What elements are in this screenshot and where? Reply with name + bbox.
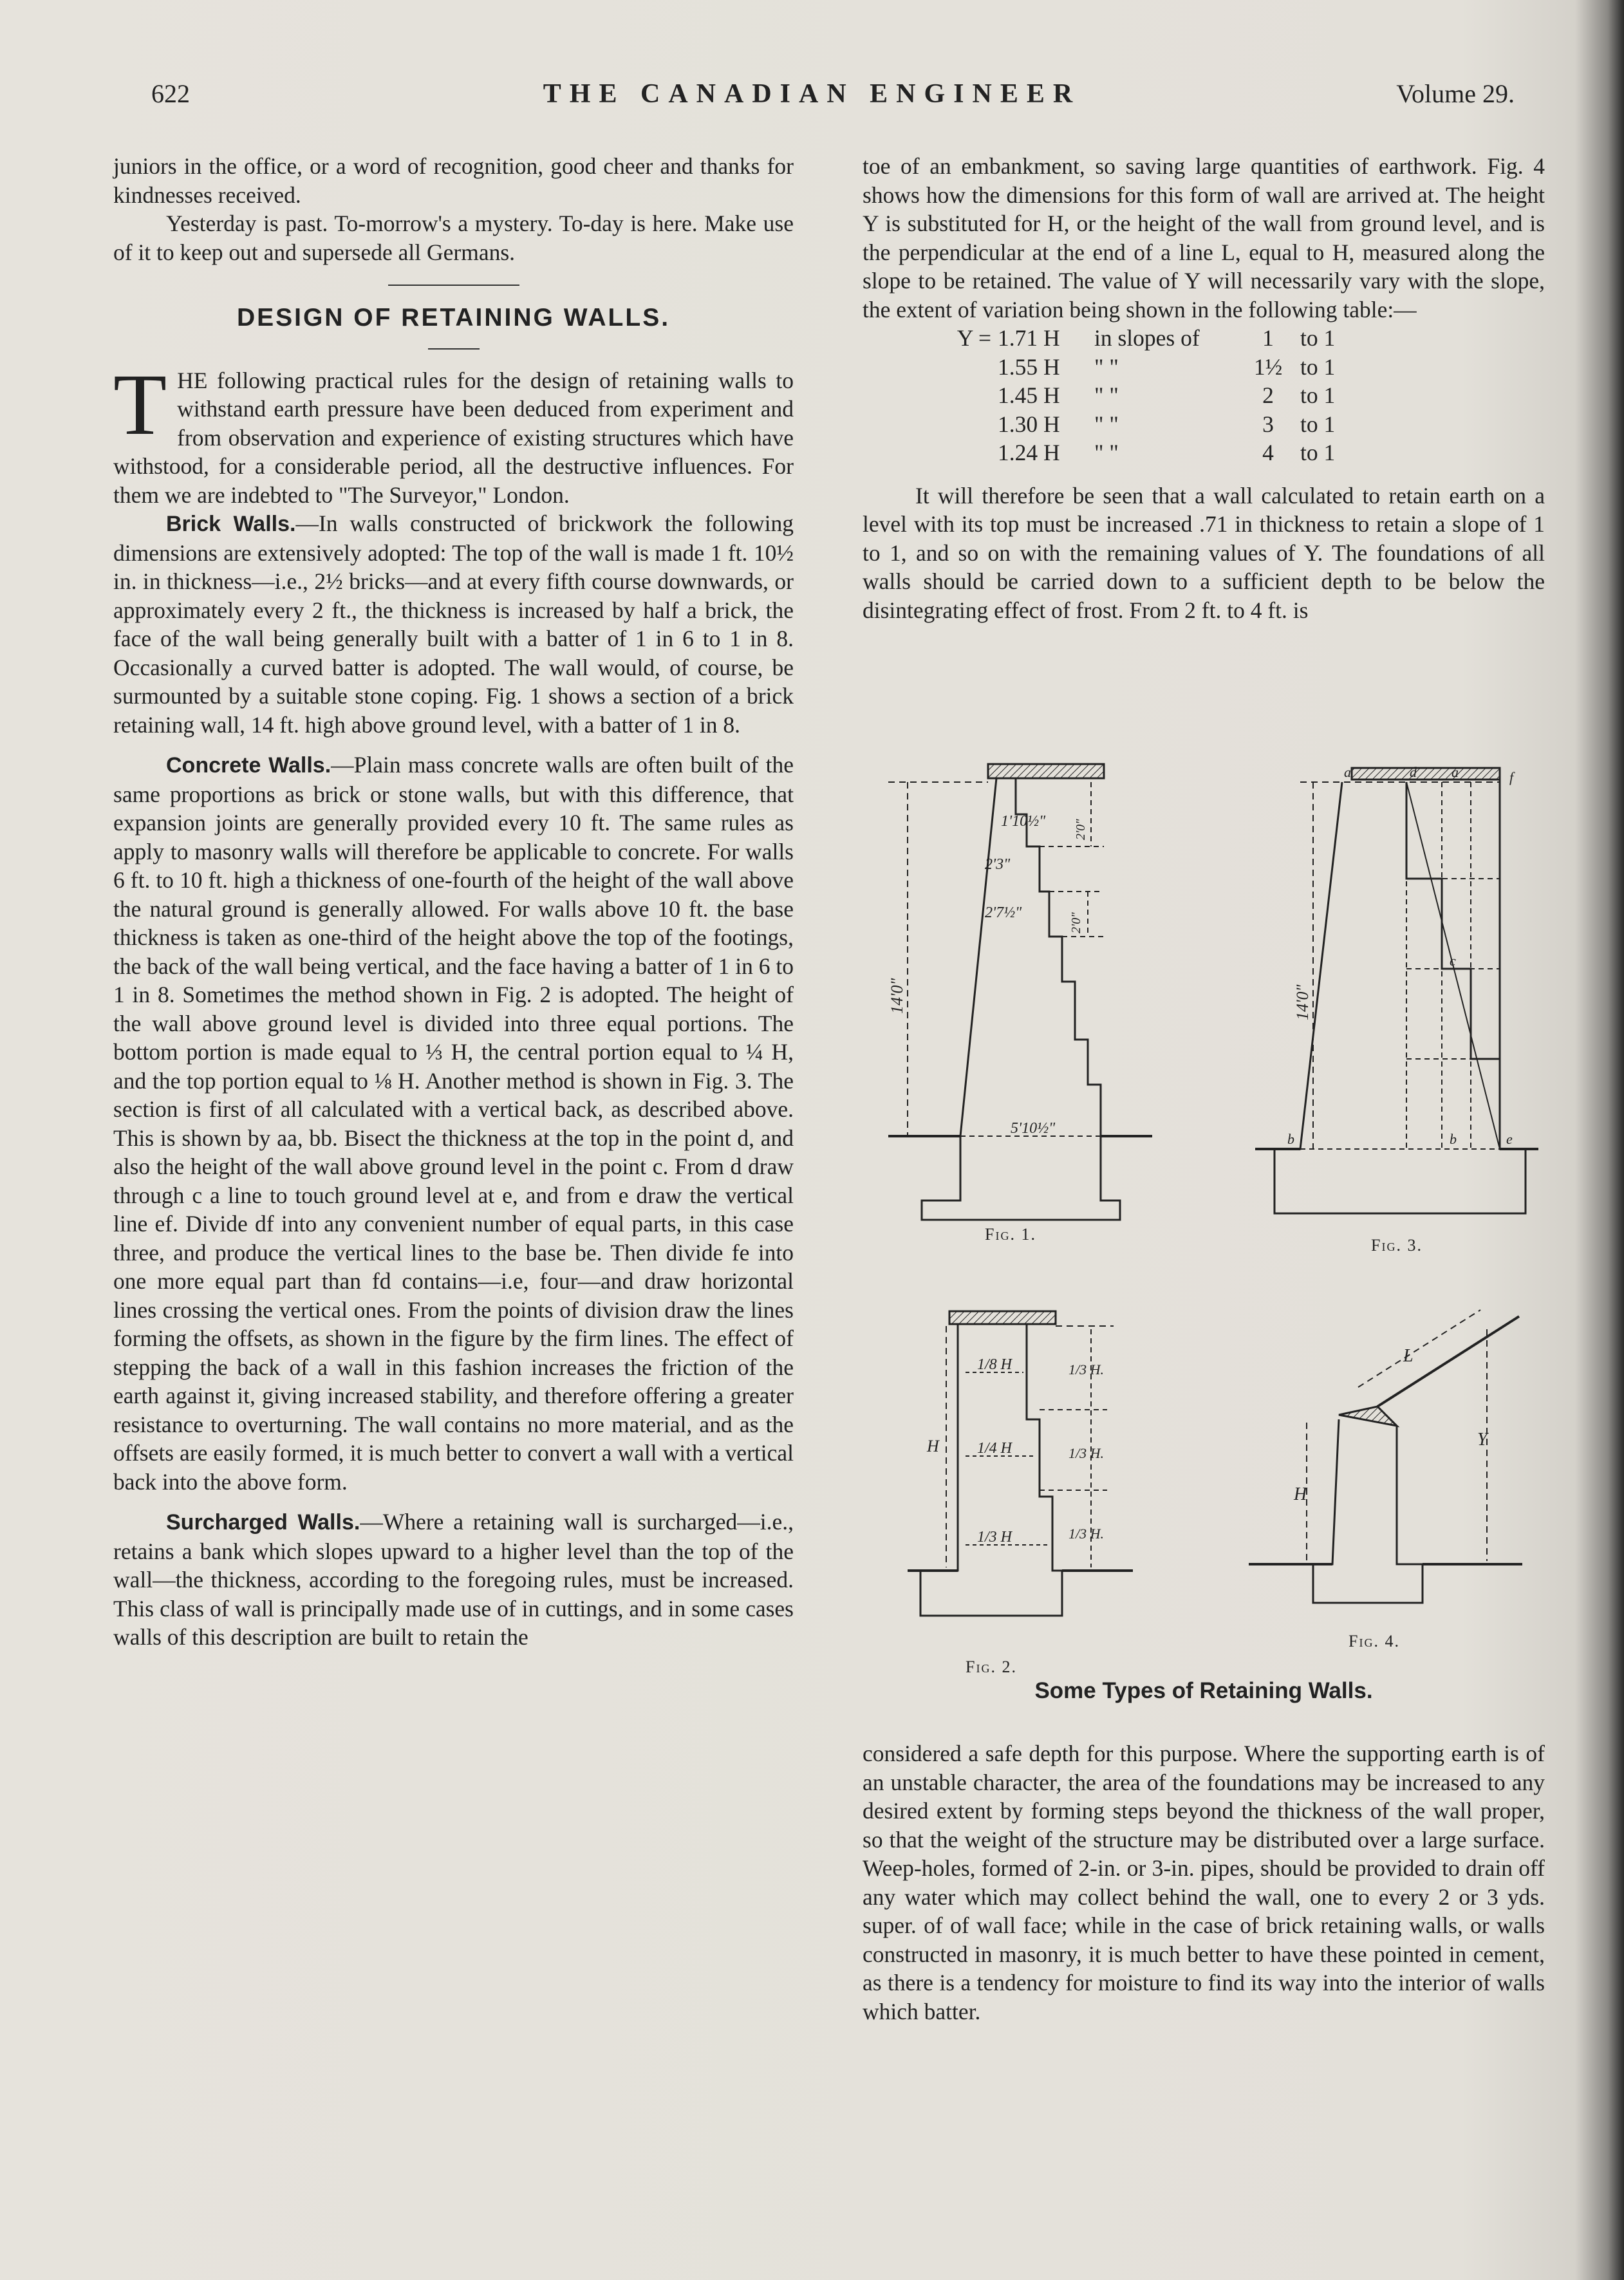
fig3-label-b-left: b <box>1287 1131 1294 1147</box>
table-cell: to 1 <box>1300 353 1336 380</box>
table-cell: 1.24 H <box>998 440 1060 465</box>
table-cell: 1.55 H <box>998 353 1060 380</box>
table-row <box>863 438 1545 467</box>
table-cell: 1½ <box>1253 353 1283 380</box>
retaining-walls-figure <box>863 750 1545 1715</box>
table-row <box>863 353 1545 382</box>
fig3-label-c: c <box>1450 953 1456 969</box>
table-cell <box>863 353 998 382</box>
table-cell: 1.45 H <box>998 382 1060 408</box>
concrete-walls-paragraph <box>113 751 794 1496</box>
surcharged-walls-paragraph <box>113 1508 794 1652</box>
slope-table <box>863 324 1545 467</box>
fig3-label-f: f <box>1509 769 1514 785</box>
concrete-walls-heading: Concrete Walls. <box>166 753 331 778</box>
fig3-label-b-right: b <box>1450 1131 1457 1147</box>
fig4-label-l: L <box>1403 1346 1414 1366</box>
fig3-label-e: e <box>1506 1131 1513 1147</box>
fig3-label-a-left: a <box>1344 764 1351 780</box>
table-cell: 1.30 H <box>998 411 1060 437</box>
fig1-caption: Fig. 1. <box>985 1225 1036 1244</box>
table-cell: " " <box>1094 411 1119 437</box>
right-column-top <box>863 152 1545 624</box>
lead-paragraph <box>113 356 794 510</box>
fig1-dim-top: 1'10½" <box>1001 813 1046 830</box>
article-title: DESIGN OF RETAINING WALLS. <box>236 304 671 332</box>
concrete-walls-text: —Plain mass concrete walls are often built of the same proportions as brick or stone walls, but with this difference, that expansion joints are generally provided every 10 ft. The same rules as apply to masonry walls will therefore be applicable to concrete. For walls 6 ft. to 10 ft. high a thickness of one-fourth of the height of the wall above the natural ground is generally allowed. For walls above 10 ft. the base thickness is taken as one-third of the height above the top of the footings, the back of the wall being vertical, and the face having a batter of 1 in 6 to 1 in 8. Sometimes the method shown in Fig. 2 is adopted. The height of the wall above ground level is divided into three equal portions. The bottom portion is made equal to ⅓ H, the central portion equal to ¼ H, and the top portion equal to ⅛ H. Another method is shown in Fig. 3. The section is first of all calculated with a vertical back, as described above. This is shown by aa, bb. Bisect the thickness at the top in the point d, and also the height of the wall above ground level in the point c. From d draw through c a line to touch ground level at e, and from e draw the vertical line ef. Divide df into any convenient number of equal parts, in this case three, and produce the vertical lines to the base be. Then divide fe into one more equal part than fd contains—i.e, four—and draw horizontal lines crossing the vertical ones. From the points of division draw the lines forming the offsets, as shown in the figure by the firm lines. The effect of stepping the back of a wall in this fashion increases the friction of the earth against it, giving increased stability, and therefore offering a greater resistance to overturning. The wall contains no more material, and as the offsets are easily formed, it is much better to convert a wall with a vertical back into the above form. <box>113 752 794 1495</box>
fig4-label-h: H <box>1294 1484 1307 1504</box>
table-cell: 3 <box>1262 411 1274 437</box>
left-column <box>113 152 794 1652</box>
fig3-caption: Fig. 3. <box>1371 1236 1423 1255</box>
table-cell: " " <box>1094 353 1119 380</box>
table-cell: " " <box>1094 440 1119 465</box>
journal-title: THE CANADIAN ENGINEER <box>543 79 1081 109</box>
figure-title: Some Types of Retaining Walls. <box>1034 1678 1373 1703</box>
table-cell: to 1 <box>1300 382 1336 408</box>
table-cell: 2 <box>1262 382 1274 408</box>
fig3-label-d: d <box>1410 764 1417 780</box>
table-row <box>863 324 1545 353</box>
fig3-label-a-right: a <box>1451 764 1459 780</box>
table-cell: " " <box>1094 382 1119 408</box>
fig2-dim-height-1: 1/3 H. <box>1069 1361 1104 1378</box>
table-row <box>863 381 1545 410</box>
table-row <box>863 410 1545 439</box>
fig1-drawing <box>888 764 1152 1220</box>
fig1-dim-height: 14'0" <box>888 978 906 1014</box>
intro-paragraph-1: juniors in the office, or a word of recognition, good cheer and thanks for kindnesses received. <box>113 153 794 208</box>
surcharged-walls-text: —Where a retaining wall is surcharged—i.e., retains a bank which slopes upward to a higher level than the top of the wall—the thickness, according to the foregoing rules, must be increased. This class of wall is principally made use of in cuttings, and in some cases walls of this description are built to retain the <box>113 1509 794 1650</box>
volume-label: Volume 29. <box>1396 79 1515 108</box>
table-cell: to 1 <box>1300 325 1336 351</box>
lead-text: HE following practical rules for the design of retaining walls to withstand earth pressure have been deduced from experiment and from observation and experience of existing structures which have withstood, for a considerable period, all the destructive influences. For them we are indebted to "The Surveyor," London. <box>113 367 794 508</box>
table-cell <box>863 438 998 467</box>
brick-walls-text: —In walls constructed of brickwork the following dimensions are extensively adopted: The top of the wall is made 1 ft. 10½ in. in thickness—i.e., 2½ bricks—and at every fifth course downwards, or approximately every 2 ft., the thickness is increased by half a brick, the face of the wall being generally built with a batter of 1 in 6 to 1 in 8. Occasionally a curved batter is adopted. The wall would, of course, be surmounted by a suitable stone coping. Fig. 1 shows a section of a brick retaining wall, 14 ft. high above ground level, with a batter of 1 in 8. <box>113 510 794 738</box>
right-paragraph-3: considered a safe depth for this purpose. Where the supporting earth is of an unstable character, the area of the foundations may be increased to any desired extent by forming steps beyond the thickness of the wall proper, so that the weight of the structure may be distributed over a large surface. Weep-holes, formed of 2-in. or 3-in. pipes, should be provided to drain off any water which may collect behind the wall, one to every 2 or 3 yds. super. of of wall face; while in the case of brick retaining walls, or walls constructed in masonry, it is much better to have these pointed in cement, as there is a tendency for moisture to find its way into the interior of walls which batter. <box>863 1741 1545 2024</box>
table-cell: Y = <box>957 325 991 351</box>
fig2-dim-h: H <box>927 1437 939 1455</box>
brick-walls-heading: Brick Walls. <box>166 512 296 536</box>
table-cell: 1 <box>1262 325 1274 351</box>
fig1-dim-course-1: 2'0" <box>1074 819 1088 840</box>
fig3-dim-height: 14'0" <box>1293 984 1312 1020</box>
drop-cap: T <box>113 356 167 453</box>
fig2-dim-height-2: 1/3 H. <box>1069 1445 1104 1461</box>
fig2-dim-top: 1/8 H <box>977 1356 1012 1373</box>
surcharged-walls-heading: Surcharged Walls. <box>166 1510 360 1535</box>
brick-walls-paragraph <box>113 509 794 739</box>
table-cell: to 1 <box>1300 411 1336 437</box>
fig2-caption: Fig. 2. <box>966 1658 1017 1676</box>
fig2-dim-bottom: 1/3 H <box>977 1529 1012 1546</box>
fig1-dim-mid: 2'3" <box>985 856 1011 873</box>
page-number: 622 <box>151 79 190 108</box>
section-divider <box>388 285 519 286</box>
fig2-dim-mid: 1/4 H <box>977 1440 1012 1457</box>
right-paragraph-2: It will therefore be seen that a wall calculated to retain earth on a level with its top must be increased .71 in thickness to retain a slope of 1 to 1, and so on with the remaining values of Y. The foundations of all walls should be carried down to a sufficient depth to be below the disintegrating effect of frost. From 2 ft. to 4 ft. is <box>863 482 1545 623</box>
title-rule <box>428 348 480 350</box>
fig2-dim-height-3: 1/3 H. <box>1069 1526 1104 1542</box>
fig4-caption: Fig. 4. <box>1349 1632 1400 1650</box>
table-cell <box>863 410 998 439</box>
figure-drawing <box>863 750 1545 1715</box>
right-column-bottom <box>863 1739 1545 2026</box>
table-cell: in slopes of <box>1094 325 1200 351</box>
intro-paragraph-2: Yesterday is past. To-morrow's a mystery. To-day is here. Make use of it to keep out and supersede all Germans. <box>113 210 794 265</box>
table-cell: 1.71 H <box>998 325 1060 351</box>
table-cell <box>863 381 998 410</box>
fig1-dim-base: 5'10½" <box>1011 1120 1056 1137</box>
table-cell: 4 <box>1262 440 1274 465</box>
fig1-dim-low: 2'7½" <box>985 904 1022 921</box>
fig2-drawing <box>908 1311 1133 1616</box>
right-paragraph-1: toe of an embankment, so saving large quantities of earthwork. Fig. 4 shows how the dimensions for this form of wall are arrived at. The height Y is substituted for H, or the height of the wall from ground level, and is the perpendicular at the end of a line L, equal to H, measured along the slope to be retained. The value of Y will necessarily vary with the slope, the extent of variation being shown in the following table:— <box>863 153 1545 322</box>
table-cell: to 1 <box>1300 440 1336 465</box>
fig4-label-y: Y <box>1477 1430 1488 1450</box>
fig1-dim-course-2: 2'0" <box>1069 912 1083 933</box>
fig4-drawing <box>1249 1310 1522 1603</box>
